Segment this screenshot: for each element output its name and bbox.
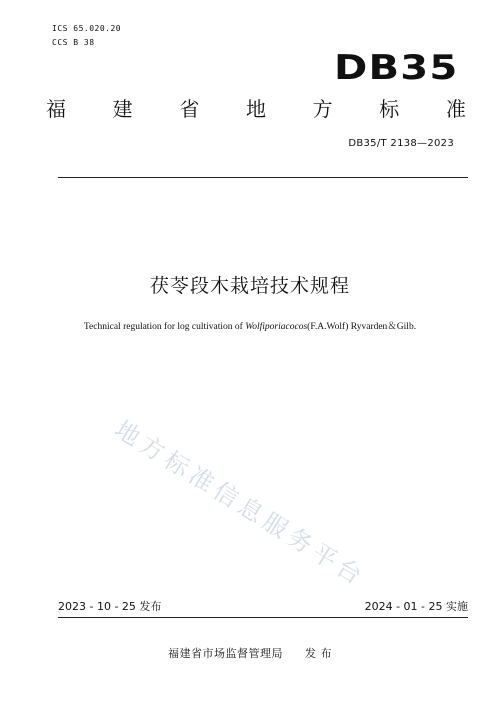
issue-date: 2023 - 10 - 25 发布 <box>58 600 162 613</box>
english-title-prefix: Technical regulation for log cultivation of <box>83 322 246 332</box>
standard-type-char: 方 <box>312 97 333 121</box>
standard-type-heading <box>46 96 466 122</box>
ccs-code: CCS B 38 <box>52 38 95 47</box>
footer-divider <box>58 617 468 618</box>
standard-type-char: 建 <box>112 97 133 121</box>
publisher-line <box>0 645 500 661</box>
standard-type-char: 标 <box>379 97 400 121</box>
english-title-suffix: (F.A.Wolf) Ryvarden＆Gilb. <box>307 322 417 332</box>
standard-number: DB35/T 2138—2023 <box>348 138 454 149</box>
standard-type-char: 福 <box>46 97 66 121</box>
publish-action: 发 布 <box>305 647 332 660</box>
watermark: 地方标准信息服务平台 <box>109 415 371 593</box>
standard-type-char: 准 <box>445 97 466 121</box>
header-divider <box>58 177 468 178</box>
publisher-name: 福建省市场监督管理局 <box>168 647 283 660</box>
ics-code: ICS 65.020.20 <box>52 24 122 33</box>
english-title-latin-name: Wolfiporiacocos <box>245 322 308 332</box>
standard-type-char: 地 <box>245 97 266 121</box>
classification-codes <box>52 22 121 50</box>
standard-logo: DB35 <box>333 48 458 88</box>
implementation-date: 2024 - 01 - 25 实施 <box>364 600 468 613</box>
standard-type-char: 省 <box>179 97 200 121</box>
document-title: 茯苓段木栽培技术规程 <box>149 275 350 297</box>
english-title <box>0 318 500 332</box>
